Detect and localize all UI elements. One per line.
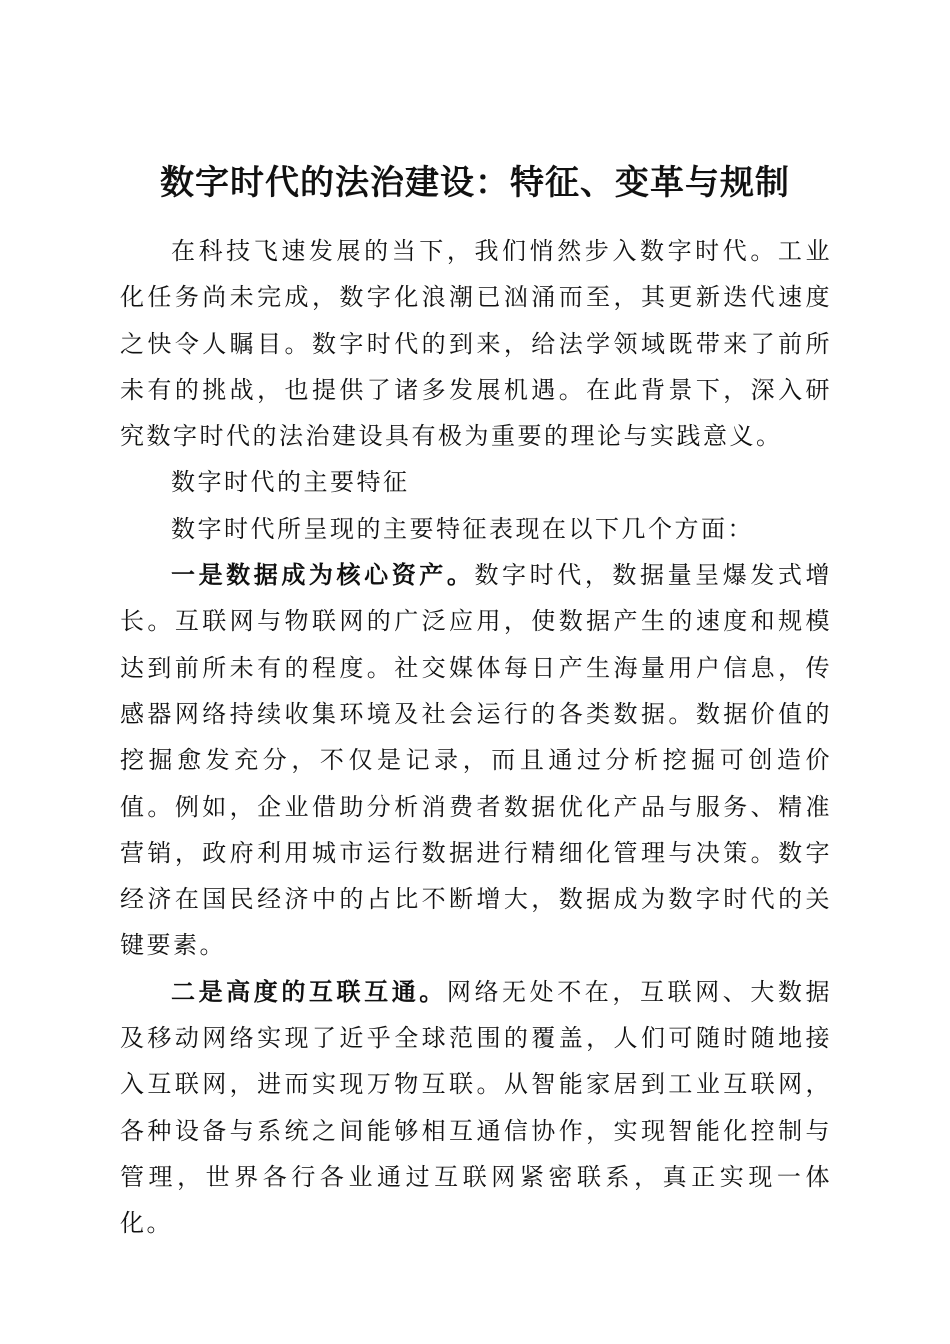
paragraph-overview (120, 506, 832, 552)
paragraph-text: 网络无处不在，互联网、大数据及移动网络实现了近乎全球范围的覆盖，人们可随时随地接入互联网，进而实现万物互联。从智能家居到工业互联网，各种设备与系统之间能够相互通信协作，实现智能化控制与管理，世界各行各业通过互联网紧密联系，真正实现一体化。 (120, 977, 833, 1238)
paragraph-lead: 一是数据成为核心资产。 (171, 560, 475, 590)
section-heading-text: 数字时代的主要特征 (171, 468, 410, 497)
document-body (120, 228, 832, 1247)
paragraph-point-two (120, 969, 832, 1247)
paragraph-intro (120, 228, 832, 459)
paragraph-point-one (120, 552, 832, 969)
document-title: 数字时代的法治建设：特征、变革与规制 (160, 162, 790, 203)
paragraph-text: 数字时代所呈现的主要特征表现在以下几个方面： (171, 514, 754, 543)
section-heading (120, 459, 832, 505)
paragraph-text: 数字时代，数据量呈爆发式增长。互联网与物联网的广泛应用，使数据产生的速度和规模达到前所未有的程度。社交媒体每日产生海量用户信息，传感器网络持续收集环境及社会运行的各类数据。数据价值的挖掘愈发充分，不仅是记录，而且通过分析挖掘可创造价值。例如，企业借助分析消费者数据优化产品与服务、精准营销，政府利用城市运行数据进行精细化管理与决策。数字经济在国民经济中的占比不断增大，数据成为数字时代的关键要素。 (120, 561, 833, 960)
paragraph-lead: 二是高度的互联互通。 (171, 976, 447, 1006)
paragraph-text: 在科技飞速发展的当下，我们悄然步入数字时代。工业化任务尚未完成，数字化浪潮已汹涌而至，其更新迭代速度之快令人瞩目。数字时代的到来，给法学领域既带来了前所未有的挑战，也提供了诸多发展机遇。在此背景下，深入研究数字时代的法治建设具有极为重要的理论与实践意义。 (120, 237, 832, 451)
